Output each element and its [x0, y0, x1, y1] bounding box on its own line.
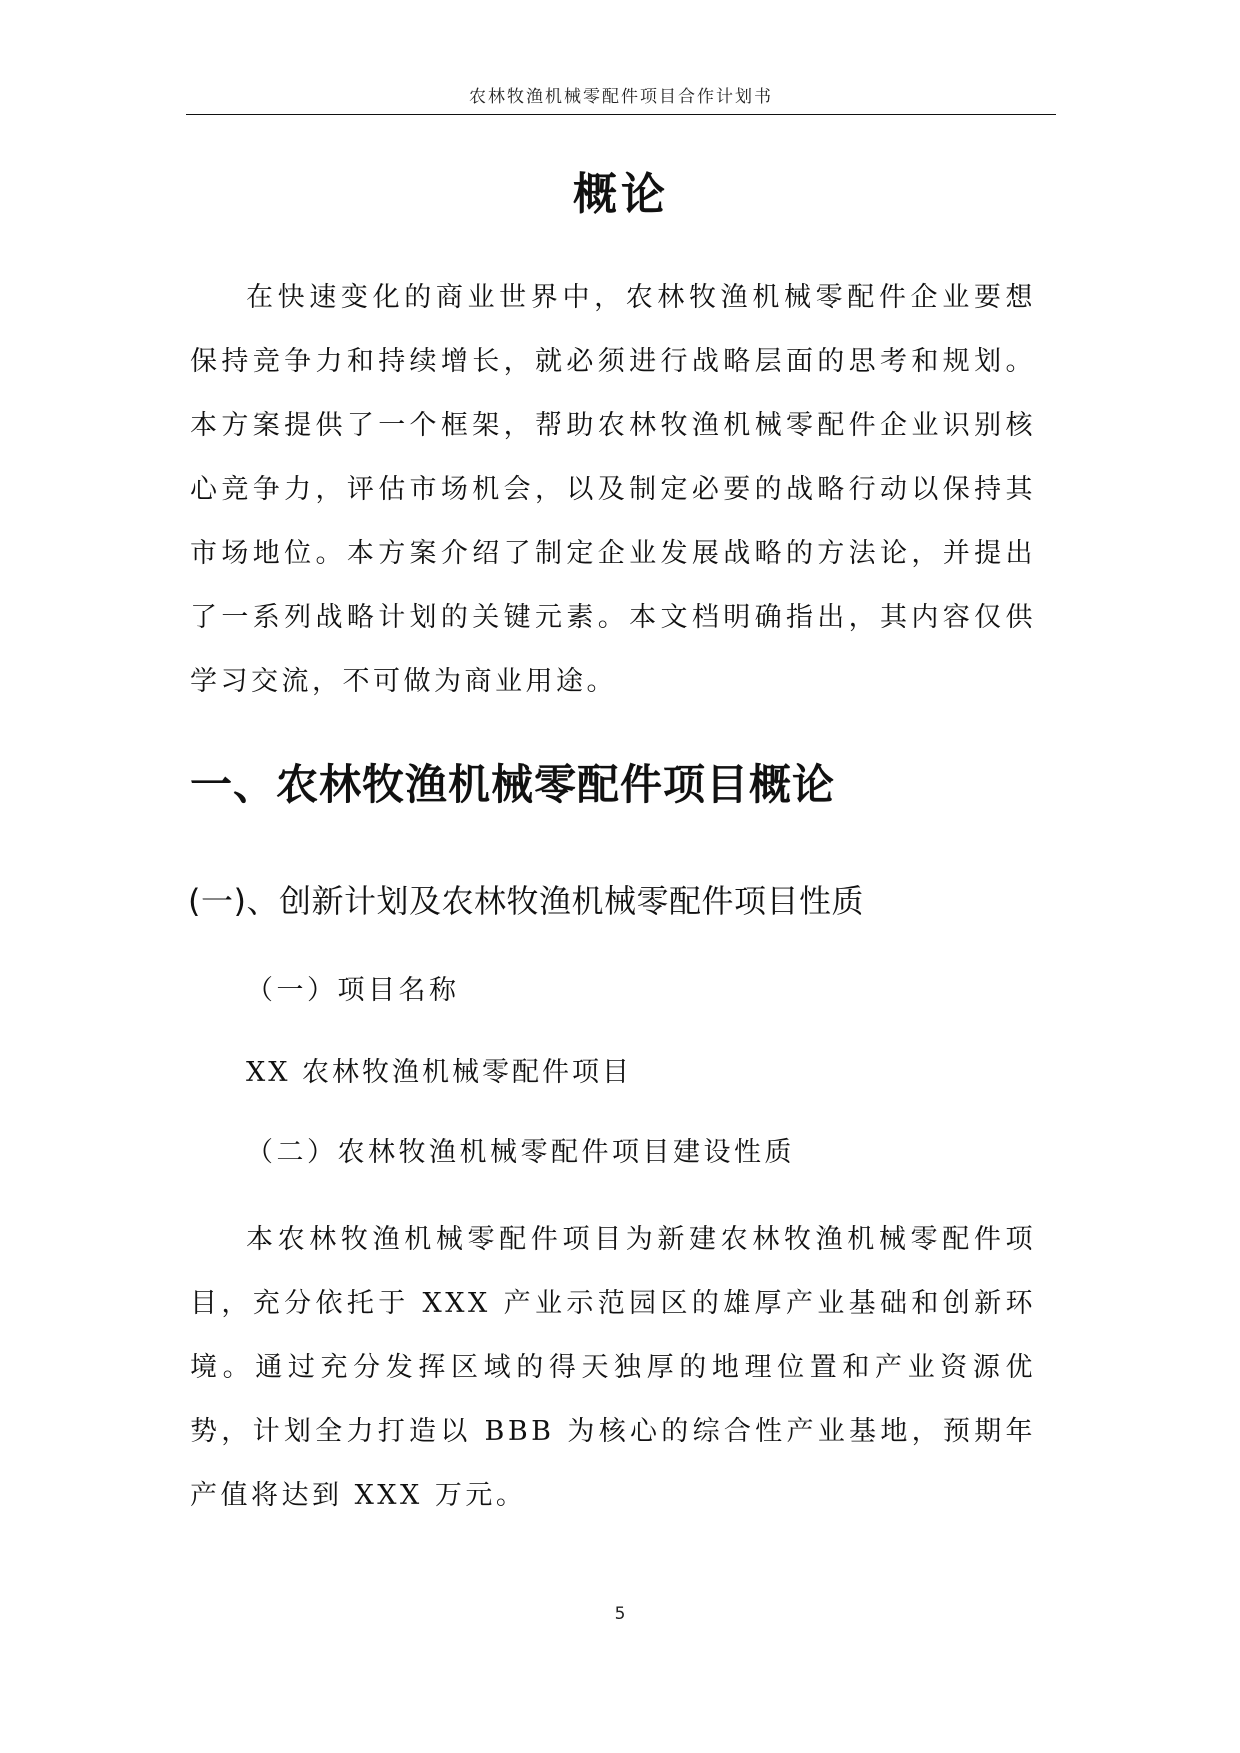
section-heading: 一、农林牧渔机械零配件项目概论	[190, 760, 836, 809]
page-title: 概论	[573, 169, 669, 220]
item-label-project-name: （一）项目名称	[246, 975, 460, 1006]
header-rule	[186, 114, 1056, 115]
project-name-value: XX 农林牧渔机械零配件项目	[246, 1057, 633, 1088]
item-label-construction-nature: （二）农林牧渔机械零配件项目建设性质	[246, 1137, 795, 1168]
running-header: 农林牧渔机械零配件项目合作计划书	[469, 87, 773, 107]
construction-nature-paragraph: 本农林牧渔机械零配件项目为新建农林牧渔机械零配件项目，充分依托于 XXX 产业示范园区的雄厚产业基础和创新环境。通过充分发挥区域的得天独厚的地理位置和产业资源优势，计划全力打造以 BBB 为核心的综合性产业基地，预期年产值将达到 XXX 万元。	[190, 1224, 1036, 1511]
subsection-heading: (一)、创新计划及农林牧渔机械零配件项目性质	[188, 882, 864, 920]
intro-paragraph: 在快速变化的商业世界中，农林牧渔机械零配件企业要想保持竞争力和持续增长，就必须进行战略层面的思考和规划。本方案提供了一个框架，帮助农林牧渔机械零配件企业识别核心竞争力，评估市场机会，以及制定必要的战略行动以保持其市场地位。本方案介绍了制定企业发展战略的方法论，并提出了一系列战略计划的关键元素。本文档明确指出，其内容仅供学习交流，不可做为商业用途。	[190, 282, 1036, 697]
page-number: 5	[614, 1604, 626, 1624]
